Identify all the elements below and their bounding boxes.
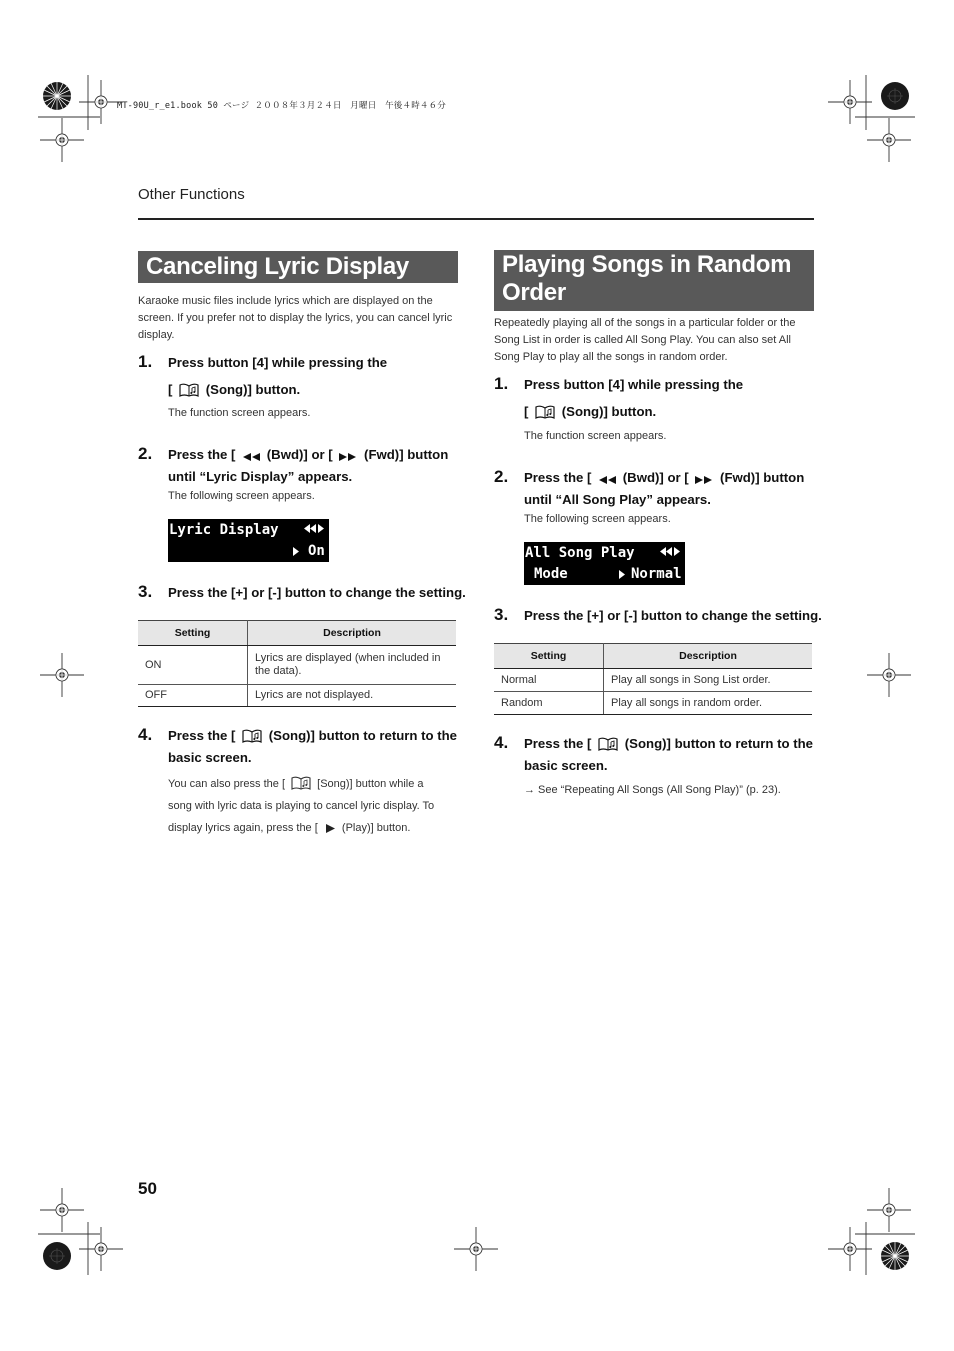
table-cell-setting: Random bbox=[494, 692, 604, 715]
song-book-icon bbox=[241, 729, 263, 743]
lcd-line2-left: Mode bbox=[534, 566, 568, 582]
left-step1-note: The function screen appears. bbox=[168, 407, 311, 419]
right-step1-line1: Press button [4] while pressing the bbox=[524, 377, 744, 392]
note-part1: You can also press the [ bbox=[168, 778, 286, 790]
dot-mark-bl bbox=[43, 1242, 71, 1270]
right-step3-number: 3. bbox=[494, 605, 509, 624]
rewind-icon bbox=[241, 452, 261, 462]
lcd-line1: All Song Play bbox=[525, 545, 635, 561]
note-line3-post: (Play)] button. bbox=[341, 822, 411, 834]
left-step1-line2: (Song)] button. bbox=[205, 381, 301, 397]
table-cell-description: Play all songs in random order. bbox=[604, 692, 813, 715]
right-title-line2: Order bbox=[502, 279, 566, 306]
left-step2-line2: until “Lyric Display” appears. bbox=[168, 468, 353, 484]
lcd-line2: On bbox=[308, 543, 325, 559]
dot-mark-tr bbox=[881, 82, 909, 110]
right-step4-number: 4. bbox=[494, 733, 509, 752]
left-step3-text: Press the [+] or [-] button to change the setting. bbox=[168, 585, 466, 600]
left-step3-number: 3. bbox=[138, 582, 153, 601]
right-step2-pre: Press the [ bbox=[524, 470, 592, 485]
lcd-line1: Lyric Display bbox=[169, 522, 279, 538]
table-header-setting: Setting bbox=[138, 621, 248, 646]
left-step2-number: 2. bbox=[138, 444, 153, 463]
table-cell-description: Lyrics are not displayed. bbox=[248, 685, 457, 707]
print-header: MT-90U_r_e1.book 50 ページ ２００８年３月２４日 月曜日 午後４時４６分 bbox=[117, 101, 446, 111]
lcd-all-song-play bbox=[524, 542, 685, 585]
table-cell-setting: ON bbox=[138, 646, 248, 685]
right-step2-fwd: (Fwd)] button bbox=[720, 470, 805, 485]
right-reference-link[interactable]: → See “Repeating All Songs (All Song Play)” (p. 23). bbox=[524, 784, 781, 796]
left-step4-pre: Press the [ bbox=[168, 728, 236, 743]
note-part2: [Song)] button while a bbox=[317, 778, 424, 790]
right-step1-number: 1. bbox=[494, 374, 509, 393]
right-step4-post: (Song)] button to return to the bbox=[624, 736, 814, 751]
table-row bbox=[494, 692, 812, 715]
note-line3-pre: display lyrics again, press the [ bbox=[168, 822, 318, 834]
sunburst-mark-br bbox=[881, 1242, 909, 1270]
song-book-icon bbox=[597, 737, 619, 751]
left-step4-post: (Song)] button to return to the bbox=[268, 728, 458, 743]
fast-forward-icon bbox=[338, 452, 358, 462]
table-row bbox=[138, 685, 456, 707]
song-book-icon bbox=[290, 776, 312, 790]
left-section-title: Canceling Lyric Display bbox=[138, 251, 458, 283]
right-step4-line2: basic screen. bbox=[524, 757, 608, 773]
right-settings-table bbox=[494, 643, 812, 715]
page-number: 50 bbox=[138, 1179, 157, 1198]
right-step4-text bbox=[524, 733, 824, 776]
table-header-description: Description bbox=[248, 621, 457, 646]
right-step1-text bbox=[524, 374, 814, 422]
left-step2-pre: Press the [ bbox=[168, 447, 236, 462]
left-step1-bracket: [ bbox=[168, 381, 173, 397]
left-step2-bwd: (Bwd)] or [ bbox=[266, 447, 333, 462]
header-rule bbox=[138, 218, 814, 220]
left-step4-line2: basic screen. bbox=[168, 749, 252, 765]
left-step1-line1: Press button [4] while pressing the bbox=[168, 355, 388, 370]
right-step1-line2: (Song)] button. bbox=[561, 403, 657, 419]
left-step4-text bbox=[168, 725, 468, 768]
right-step2-text bbox=[524, 467, 814, 510]
section-label: Other Functions bbox=[138, 186, 245, 203]
right-step3-text: Press the [+] or [-] button to change the setting. bbox=[524, 608, 822, 623]
left-step1-number: 1. bbox=[138, 352, 153, 371]
fast-forward-icon bbox=[694, 475, 714, 485]
right-step4-pre: Press the [ bbox=[524, 736, 592, 751]
left-step2-note: The following screen appears. bbox=[168, 490, 315, 502]
right-step2-bwd: (Bwd)] or [ bbox=[622, 470, 689, 485]
lcd-lyric-display bbox=[168, 519, 329, 562]
table-cell-description: Lyrics are displayed (when included in the data). bbox=[248, 646, 457, 685]
left-settings-table bbox=[138, 620, 456, 707]
right-step1-note: The function screen appears. bbox=[524, 430, 667, 442]
lcd-arrows-icon bbox=[659, 546, 681, 557]
lcd-pointer-icon bbox=[292, 546, 300, 557]
sunburst-mark-tl bbox=[43, 82, 71, 110]
rewind-icon bbox=[597, 475, 617, 485]
lcd-pointer-icon bbox=[618, 569, 626, 580]
left-step2-text bbox=[168, 444, 458, 487]
table-header-description: Description bbox=[604, 644, 813, 669]
left-intro: Karaoke music files include lyrics which are displayed on the screen. If you prefer not to display the lyrics, you can cancel lyric display. bbox=[138, 295, 453, 341]
left-step1-text bbox=[168, 352, 458, 400]
table-cell-setting: Normal bbox=[494, 669, 604, 692]
table-cell-setting: OFF bbox=[138, 685, 248, 707]
left-step4-number: 4. bbox=[138, 725, 153, 744]
right-step2-line2: until “All Song Play” appears. bbox=[524, 491, 711, 507]
table-header-setting: Setting bbox=[494, 644, 604, 669]
right-title-line1: Playing Songs in Random bbox=[502, 251, 792, 278]
left-step2-fwd: (Fwd)] button bbox=[364, 447, 449, 462]
table-cell-description: Play all songs in Song List order. bbox=[604, 669, 813, 692]
right-step1-bracket: [ bbox=[524, 403, 529, 419]
play-icon bbox=[323, 823, 337, 834]
left-step4-note bbox=[168, 773, 468, 839]
right-step2-number: 2. bbox=[494, 467, 509, 486]
right-intro: Repeatedly playing all of the songs in a particular folder or the Song List in order is called All Song Play. You can also set All Song Play to play all the songs in random order. bbox=[494, 317, 796, 363]
lcd-line2-right: Normal bbox=[631, 566, 682, 582]
note-line2: song with lyric data is playing to cancel lyric display. To bbox=[168, 800, 435, 812]
table-row bbox=[494, 669, 812, 692]
right-step2-note: The following screen appears. bbox=[524, 513, 671, 525]
lcd-arrows-icon bbox=[303, 523, 325, 534]
song-book-icon bbox=[534, 405, 556, 419]
table-row bbox=[138, 646, 456, 685]
right-section-title bbox=[494, 250, 814, 311]
song-book-icon bbox=[178, 383, 200, 397]
